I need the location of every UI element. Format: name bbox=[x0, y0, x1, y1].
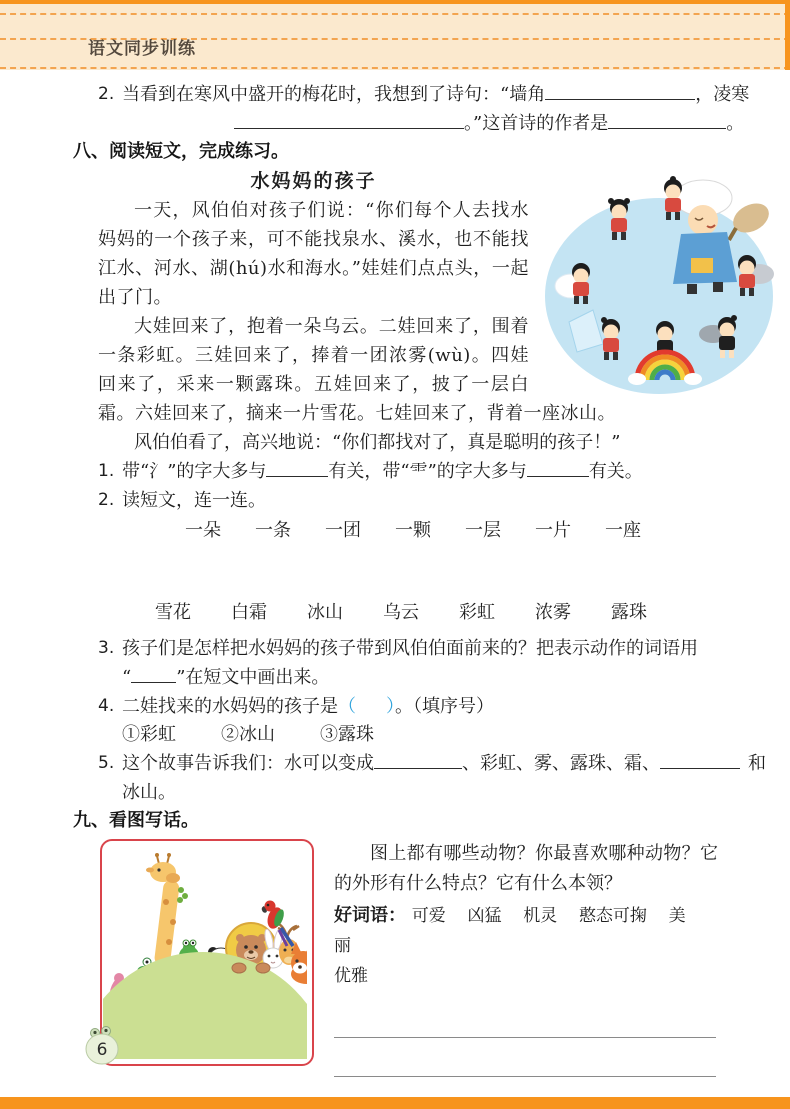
passage-paragraph-2: 大娃回来了，抱着一朵乌云。二娃回来了，围着一条彩虹。三娃回来了，捧着一团浓雾(wù)。四娃回来了，采来一颗露珠。五娃回来了，披了一层白霜。六娃回来了，摘来一片雪花。七娃回来了，背着一座冰山。 bbox=[98, 316, 616, 424]
fill-blank bbox=[266, 461, 328, 477]
fill-blank bbox=[660, 753, 740, 769]
question-line bbox=[122, 749, 766, 778]
fill-blank bbox=[527, 461, 589, 477]
option-row bbox=[122, 721, 718, 749]
question-5-fill bbox=[98, 749, 766, 807]
fill-blank bbox=[608, 113, 726, 129]
option-3: ③露珠 bbox=[320, 724, 374, 745]
question-number: 5. bbox=[98, 753, 115, 773]
section-9-heading: 九、看图写话。 bbox=[73, 810, 199, 831]
question-line bbox=[122, 663, 718, 692]
noun-word-row bbox=[155, 600, 718, 626]
fill-blank bbox=[234, 113, 464, 129]
question-number: 3. bbox=[98, 638, 115, 658]
measure-word: 一层 bbox=[465, 520, 501, 541]
question-2-poem bbox=[98, 80, 750, 138]
fill-blank bbox=[131, 667, 176, 683]
option-1: ①彩虹 bbox=[122, 724, 176, 745]
question-number: 2. bbox=[98, 84, 115, 104]
wind-uncle-children-drawing bbox=[537, 168, 785, 398]
book-title: 语文同步训练 bbox=[88, 39, 196, 59]
wind-uncle-children-illustration bbox=[537, 168, 785, 398]
measure-word: 一片 bbox=[535, 520, 571, 541]
page-number: 6 bbox=[96, 1040, 108, 1060]
question-line bbox=[234, 109, 745, 138]
fox bbox=[291, 942, 307, 984]
question-text: 二娃找来的水妈妈的孩子是 bbox=[122, 696, 338, 717]
right-orange-edge bbox=[785, 0, 790, 70]
question-1-radicals bbox=[98, 457, 718, 486]
question-2-matching bbox=[98, 486, 718, 515]
good-words-line-2 bbox=[334, 961, 718, 991]
writing-prompt: 图上都有哪些动物？你最喜欢哪种动物？它的外形有什么特点？它有什么本领？ bbox=[334, 843, 718, 894]
writing-line bbox=[334, 1037, 716, 1038]
question-text: 和 bbox=[748, 753, 766, 774]
question-text: 这个故事告诉我们：水可以变成 bbox=[122, 753, 374, 774]
animals-on-hill-drawing bbox=[103, 842, 307, 1059]
question-text: 当看到在寒风中盛开的梅花时，我想到了诗句：“墙角 bbox=[122, 84, 546, 105]
question-text: 。”这首诗的作者是 bbox=[464, 113, 609, 134]
green-hill bbox=[103, 952, 307, 1059]
question-text: 。（填序号） bbox=[395, 696, 494, 717]
question-text: 。 bbox=[726, 113, 745, 134]
measure-word: 一颗 bbox=[395, 520, 431, 541]
question-text: 在短文中画出来。 bbox=[185, 667, 330, 688]
reading-passage bbox=[98, 166, 785, 457]
question-line bbox=[122, 80, 750, 109]
answer-paren-open: （ bbox=[338, 696, 356, 717]
page-number-frog-badge bbox=[83, 1024, 123, 1066]
question-text: ，凌寒 bbox=[695, 84, 750, 105]
good-word: 憨态可掬 bbox=[578, 906, 647, 926]
passage-paragraph-1: 一天，风伯伯对孩子们说：“你们每个人去找水妈妈的一个孩子来，可不能找泉水、溪水，也不能找江水、河水、湖(hú)水和海水。”娃娃们点点头，一起出了门。 bbox=[98, 200, 529, 308]
question-text: 孩子们是怎样把水妈妈的孩子带到风伯伯面前来的？把表示动作的词语用 bbox=[122, 638, 698, 659]
good-word: 凶猛 bbox=[467, 906, 502, 926]
header-dashed-line bbox=[0, 13, 790, 15]
measure-word: 一座 bbox=[605, 520, 641, 541]
writing-column bbox=[334, 839, 718, 1109]
good-word: 美丽 bbox=[334, 906, 686, 956]
quote-mark: ” bbox=[176, 667, 186, 688]
question-3-actions bbox=[98, 634, 718, 692]
header-dashed-line bbox=[0, 67, 790, 69]
good-word: 机灵 bbox=[523, 906, 558, 926]
good-word: 可爱 bbox=[411, 906, 446, 926]
measure-word: 一团 bbox=[325, 520, 361, 541]
quote-mark: “ bbox=[122, 667, 132, 688]
noun-word: 白霜 bbox=[231, 602, 267, 623]
bottom-orange-bar bbox=[0, 1097, 790, 1109]
question-number: 1. bbox=[98, 461, 115, 481]
noun-word: 雪花 bbox=[155, 602, 191, 623]
option-2: ②冰山 bbox=[221, 724, 275, 745]
question-text: 有关，带“⻗”的字大多与 bbox=[328, 461, 527, 482]
question-text: 、彩虹、雾、露珠、霜、 bbox=[462, 753, 660, 774]
question-text: 有关。 bbox=[588, 461, 643, 482]
question-number: 4. bbox=[98, 696, 115, 716]
measure-word-row bbox=[185, 518, 718, 544]
question-line: 冰山。 bbox=[122, 782, 176, 803]
question-4-choice bbox=[98, 692, 718, 749]
noun-word: 彩虹 bbox=[459, 602, 495, 623]
fill-blank bbox=[374, 753, 462, 769]
frog-icon bbox=[83, 1024, 123, 1066]
good-words-label: 好词语： bbox=[334, 905, 406, 926]
good-word: 优雅 bbox=[334, 966, 368, 986]
good-words bbox=[334, 901, 718, 961]
animals-picture-box bbox=[100, 839, 314, 1066]
writing-line bbox=[334, 1076, 716, 1077]
section-8-heading: 八、阅读短文，完成练习。 bbox=[73, 141, 289, 162]
answer-paren-close: ） bbox=[386, 696, 395, 717]
measure-word: 一条 bbox=[255, 520, 291, 541]
noun-word: 乌云 bbox=[383, 602, 419, 623]
passage-title: 水妈妈的孩子 bbox=[250, 170, 377, 192]
picture-writing-block bbox=[73, 839, 718, 1109]
page-content bbox=[73, 80, 766, 1109]
question-line bbox=[122, 692, 718, 721]
noun-word: 浓雾 bbox=[535, 602, 571, 623]
noun-word: 露珠 bbox=[611, 602, 647, 623]
question-line bbox=[122, 457, 718, 486]
fill-blank bbox=[545, 84, 695, 100]
passage-paragraph-3: 风伯伯看了，高兴地说：“你们都找对了，真是聪明的孩子！” bbox=[134, 432, 621, 453]
question-text: 读短文，连一连。 bbox=[122, 490, 266, 511]
noun-word: 冰山 bbox=[307, 602, 343, 623]
question-number: 2. bbox=[98, 490, 115, 510]
question-text: 带“氵”的字大多与 bbox=[122, 461, 267, 482]
measure-word: 一朵 bbox=[185, 520, 221, 541]
